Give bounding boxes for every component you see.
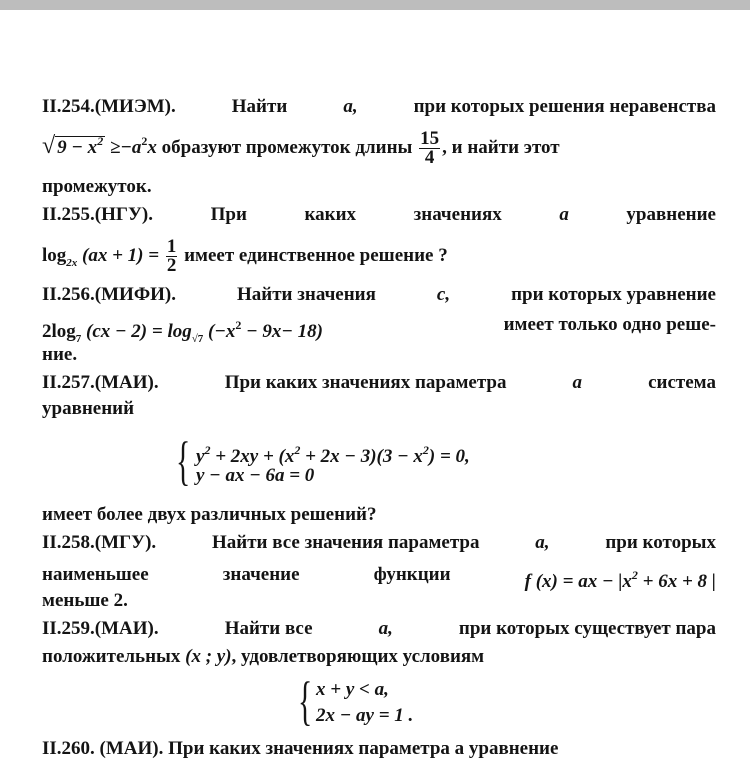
problem-257-eq1-sup-1: 2: [204, 443, 211, 457]
problem-254-frac-num: 15: [420, 128, 440, 150]
problem-257-equation-2: y − ax − 6a = 0: [196, 465, 315, 486]
problem-254-x: x: [147, 137, 157, 158]
problem-258-sup: 2: [631, 568, 638, 582]
problem-259-source: (МАИ).: [94, 618, 159, 639]
problem-258-line-3: [42, 590, 716, 612]
problem-255-frac-num: 1: [166, 236, 177, 257]
problem-259-text-3: положительных: [42, 646, 181, 667]
problem-255-line-1: [42, 204, 716, 226]
problem-259-text-1: Найти все: [224, 618, 313, 639]
problem-254-sqrt: √ $9 - x^2$: [42, 133, 104, 159]
problem-258-line-1: [42, 532, 716, 554]
problem-254-text-2: при которых решения неравенства: [413, 96, 716, 117]
problem-257-text-1: При каких значениях параметра: [224, 372, 507, 393]
problem-257-eq1-sup-2: 2: [294, 443, 301, 457]
problem-254-radicand: 9 − x: [57, 137, 98, 158]
problem-254-line-1: [42, 96, 716, 118]
problem-255-line-2: [42, 238, 716, 275]
problem-255-word-end: уравнение: [626, 204, 716, 225]
problem-257-line-2: [42, 398, 716, 420]
problem-259-text-4: , удовлетворяющих условиям: [231, 646, 485, 667]
problem-257-line-3: [42, 504, 716, 526]
problem-256-text-1: Найти значения: [237, 284, 376, 305]
problem-257-line-1: [42, 372, 716, 394]
problem-257-eq1-a: y: [196, 446, 205, 467]
problem-255-number: II.255.: [42, 204, 95, 225]
problem-258-word-2: значение: [222, 564, 300, 585]
problem-258-text-2: при которых: [605, 532, 716, 553]
problem-258-word-3: функции: [373, 564, 451, 585]
problem-259-line-2: [42, 646, 716, 668]
problem-258-source: (МГУ).: [94, 532, 157, 553]
problem-258-func-end: + 6x + 8 |: [642, 571, 716, 592]
problem-257-var-a: a: [572, 372, 583, 393]
problem-259-system-brace: {: [298, 671, 313, 731]
problem-258-text-3: меньше 2.: [42, 590, 128, 611]
problem-254-fraction: [419, 130, 440, 167]
problem-255-fraction: [166, 238, 178, 275]
problem-256-base-1: 7: [75, 333, 82, 345]
problem-255-var-a: a: [559, 204, 569, 225]
problem-256-line-1: [42, 284, 716, 306]
problem-254-source: (МИЭМ).: [94, 96, 176, 117]
problem-257-eq1-c: + 2x − 3)(3 − x: [305, 446, 423, 467]
problem-258-word-1: наименьшее: [42, 564, 149, 585]
problem-256-text-4: ние.: [42, 344, 78, 365]
problem-254-inequality: ≥−a: [109, 137, 142, 158]
problem-256-var-c: c,: [436, 284, 451, 305]
problem-257-text-3: уравнений: [42, 398, 135, 419]
problem-255-arg: (ax + 1) =: [82, 244, 160, 266]
problem-255-word-2: каких: [304, 204, 357, 225]
problem-255-source: (НГУ).: [94, 204, 154, 225]
problem-258-var-a: a,: [535, 532, 550, 553]
problem-259-equation-2: 2x − ay = 1 .: [316, 705, 414, 726]
problem-258-text-1: Найти все значения параметра: [211, 532, 480, 553]
problem-257-number: II.257.: [42, 372, 95, 393]
problem-256-line-3: [42, 344, 716, 366]
problem-259-number: II.259.: [42, 618, 95, 639]
problem-258-line-2: [42, 564, 716, 593]
problem-254-text-5: промежуток.: [42, 176, 152, 197]
problem-258-func: f (x) = ax − |x: [524, 571, 632, 592]
problem-256-base-2: √7: [191, 333, 204, 345]
problem-257-text-4: имеет более двух различных решений?: [42, 504, 377, 525]
problem-256-lhs: 2log: [42, 321, 76, 342]
problem-259-text-2: при которых существует пара: [458, 618, 716, 639]
problem-255-base: 2x: [66, 256, 78, 269]
problem-257-system-brace: {: [176, 431, 191, 491]
problem-256-arg-2b: − 9x− 18): [246, 321, 323, 342]
problem-256-sup: 2: [235, 318, 242, 332]
problem-255-frac-den: 2: [166, 255, 177, 276]
problem-256-arg-2a: (−x: [208, 321, 236, 342]
problem-254-line-3: [42, 176, 716, 198]
problem-257-text-2: система: [648, 372, 716, 393]
problem-254-frac-den: 4: [424, 147, 435, 169]
problem-255-tail: имеет единственное решение ?: [184, 244, 448, 266]
problem-259-line-1: [42, 618, 716, 640]
problem-258-number: II.258.: [42, 532, 95, 553]
problem-256-arg-1: (cx − 2) = log: [86, 321, 192, 342]
problem-256-text-3: имеет только одно реше-: [503, 314, 716, 335]
problem-255-word-3: значениях: [413, 204, 502, 225]
problem-254-var-a: a,: [343, 96, 358, 117]
problem-256-source: (МИФИ).: [94, 284, 177, 305]
problem-257-eq1-sup-3: 2: [422, 443, 429, 457]
problem-255-log: log: [42, 244, 67, 266]
problem-255-word-1: При: [210, 204, 247, 225]
problem-254-number: II.254.: [42, 96, 95, 117]
problem-256-number: II.256.: [42, 284, 95, 305]
problem-254-text-1: Найти: [231, 96, 288, 117]
problem-256-text-2: при которых уравнение: [511, 284, 716, 305]
problem-259-pair: (x ; y): [185, 646, 232, 667]
problem-257-source: (МАИ).: [94, 372, 159, 393]
problem-257-eq1-b: + 2xy + (x: [215, 446, 295, 467]
problem-254-sup-a: 2: [141, 134, 148, 148]
problem-254-sup: 2: [97, 134, 104, 148]
problem-259-equation-1: x + y < a,: [316, 679, 389, 700]
problem-260-cut-line: II.260. (МАИ). При каких значениях параметра a уравнение: [42, 738, 559, 759]
problem-254-text-3: образуют промежуток длины: [161, 137, 413, 158]
problem-254-line-2: [42, 130, 716, 167]
problem-254-text-4: , и найти этот: [442, 137, 560, 158]
problem-259-var-a: a,: [378, 618, 393, 639]
problem-257-eq1-d: ) = 0,: [428, 446, 470, 467]
